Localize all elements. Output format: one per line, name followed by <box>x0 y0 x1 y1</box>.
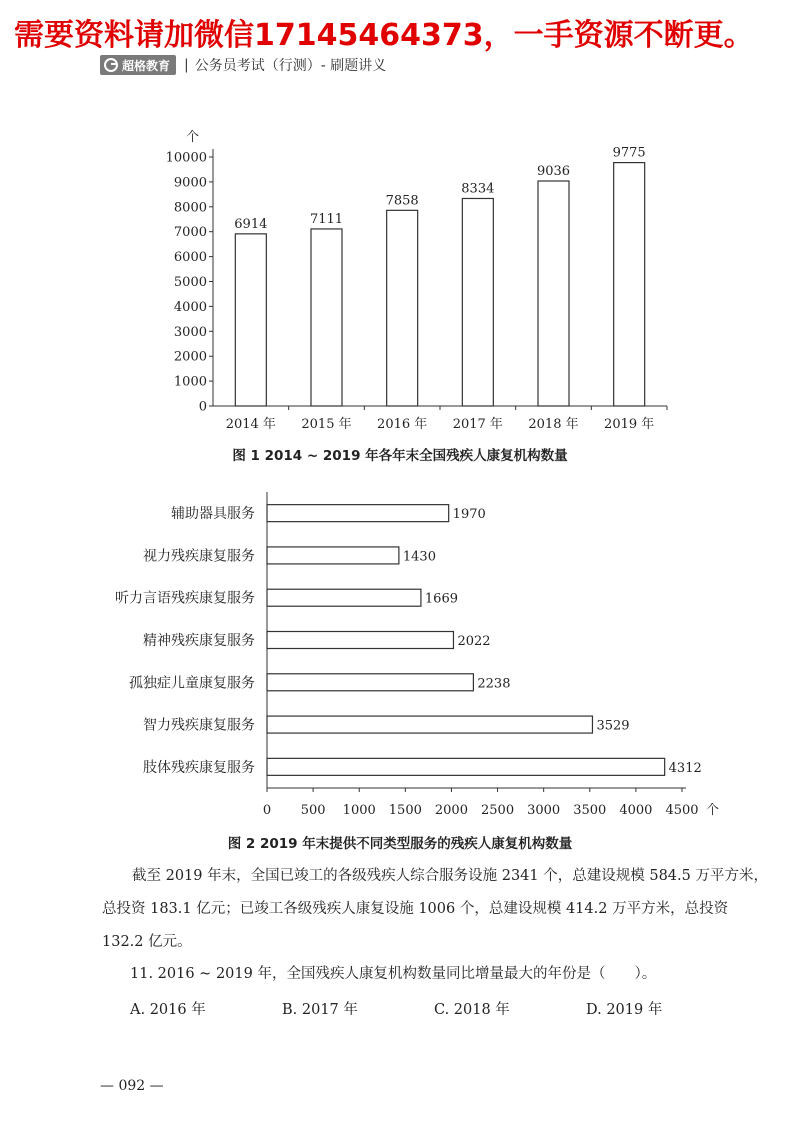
x-tick-label: 4500 <box>665 803 699 818</box>
bar <box>267 632 453 649</box>
data-label: 9036 <box>536 164 571 180</box>
question-text: 11. 2016 ~ 2019 年，全国残疾人康复机构数量同比增量最大的年份是（ ）。 <box>130 966 657 982</box>
x-axis-unit: 个 <box>706 803 720 818</box>
bar <box>267 674 473 691</box>
data-label: 8334 <box>461 181 495 197</box>
category-label: 智力残疾康复服务 <box>143 717 255 734</box>
x-tick-label: 2000 <box>434 803 468 818</box>
data-label: 1970 <box>452 507 486 523</box>
y-tick-label: 10000 <box>165 150 207 166</box>
y-tick-label: 4000 <box>173 299 207 315</box>
header-separator: | <box>184 57 189 73</box>
y-tick-label: 0 <box>198 399 207 415</box>
chart-horizontal-bar <box>0 490 800 830</box>
page-number: — 092 — <box>100 1078 164 1094</box>
y-tick-label: 8000 <box>173 200 207 216</box>
y-tick-label: 9000 <box>173 175 207 191</box>
data-label: 6914 <box>234 216 268 232</box>
data-label: 7858 <box>385 193 419 209</box>
x-tick-label: 2016 年 <box>377 417 428 432</box>
x-tick-label: 2019 年 <box>604 417 655 432</box>
bar <box>267 758 665 775</box>
data-label: 4312 <box>668 760 702 776</box>
data-label: 2022 <box>457 634 491 649</box>
y-axis-unit: 个 <box>186 130 200 145</box>
chart1-caption: 图 1 2014 ~ 2019 年各年末全国残疾人康复机构数量 <box>232 448 568 464</box>
chart2-caption: 图 2 2019 年末提供不同类型服务的残疾人康复机构数量 <box>227 836 573 852</box>
option-d[interactable]: D. 2019 年 <box>586 1002 663 1018</box>
category-label: 辅助器具服务 <box>171 506 255 523</box>
x-tick-label: 1000 <box>342 803 376 818</box>
y-tick-label: 3000 <box>173 324 207 340</box>
brand-logo-icon <box>104 58 118 72</box>
bar <box>267 547 399 564</box>
bar <box>235 234 266 406</box>
x-tick-label: 500 <box>300 803 326 818</box>
data-label: 9775 <box>612 145 646 161</box>
brand-logo <box>100 55 176 75</box>
y-tick-label: 5000 <box>173 275 207 290</box>
x-tick-label: 2017 年 <box>452 417 503 432</box>
data-label: 1669 <box>424 591 459 607</box>
bar <box>462 198 493 406</box>
bar <box>311 229 342 406</box>
x-tick-label: 2500 <box>481 803 515 818</box>
bar <box>267 589 421 606</box>
x-tick-label: 1500 <box>388 803 422 818</box>
brand-logo-text: 超格教育 <box>122 58 171 73</box>
category-label: 精神残疾康复服务 <box>143 633 255 649</box>
data-label: 1430 <box>402 549 436 565</box>
bar <box>538 181 569 406</box>
x-tick-label: 2015 年 <box>301 417 352 432</box>
category-label: 肢体残疾康复服务 <box>143 759 255 776</box>
x-tick-label: 2018 年 <box>528 417 579 432</box>
data-label: 2238 <box>477 676 511 692</box>
y-tick-label: 7000 <box>173 225 207 241</box>
bar <box>267 505 449 522</box>
data-label: 7111 <box>309 211 344 227</box>
option-b[interactable]: B. 2017 年 <box>282 1002 358 1018</box>
data-label: 3529 <box>596 718 630 734</box>
option-c[interactable]: C. 2018 年 <box>434 1002 510 1018</box>
watermark-banner: 需要资料请加微信17145464373，一手资源不断更。 <box>14 18 754 53</box>
answer-options <box>130 998 770 1019</box>
bar <box>614 163 645 406</box>
y-tick-label: 1000 <box>173 374 207 390</box>
bar <box>267 716 592 733</box>
category-label: 听力言语残疾康复服务 <box>115 590 255 607</box>
x-tick-label: 3000 <box>527 803 561 818</box>
body-paragraph: 截至 2019 年末，全国已竣工的各级残疾人综合服务设施 2341 个，总建设规模 584.5 万平方米，总投资 183.1 亿元；已竣工各级残疾人康复设施 1006 个，总建设规模 414.2 万平方米，总投资 132.2 亿元。 <box>102 868 768 950</box>
x-tick-label: 2014 年 <box>225 417 276 432</box>
page-header <box>100 54 386 76</box>
x-tick-label: 4000 <box>619 803 653 818</box>
x-tick-label: 0 <box>262 803 272 818</box>
y-tick-label: 2000 <box>173 349 207 365</box>
y-tick-label: 6000 <box>173 250 207 266</box>
category-label: 视力残疾康复服务 <box>143 548 255 565</box>
bar <box>387 210 418 406</box>
x-tick-label: 3500 <box>573 803 607 818</box>
category-label: 孤独症儿童康复服务 <box>129 675 255 692</box>
option-a[interactable]: A. 2016 年 <box>130 1002 206 1018</box>
chart-vertical-bar <box>0 120 800 440</box>
header-title: 公务员考试（行测）- 刷题讲义 <box>194 58 387 74</box>
